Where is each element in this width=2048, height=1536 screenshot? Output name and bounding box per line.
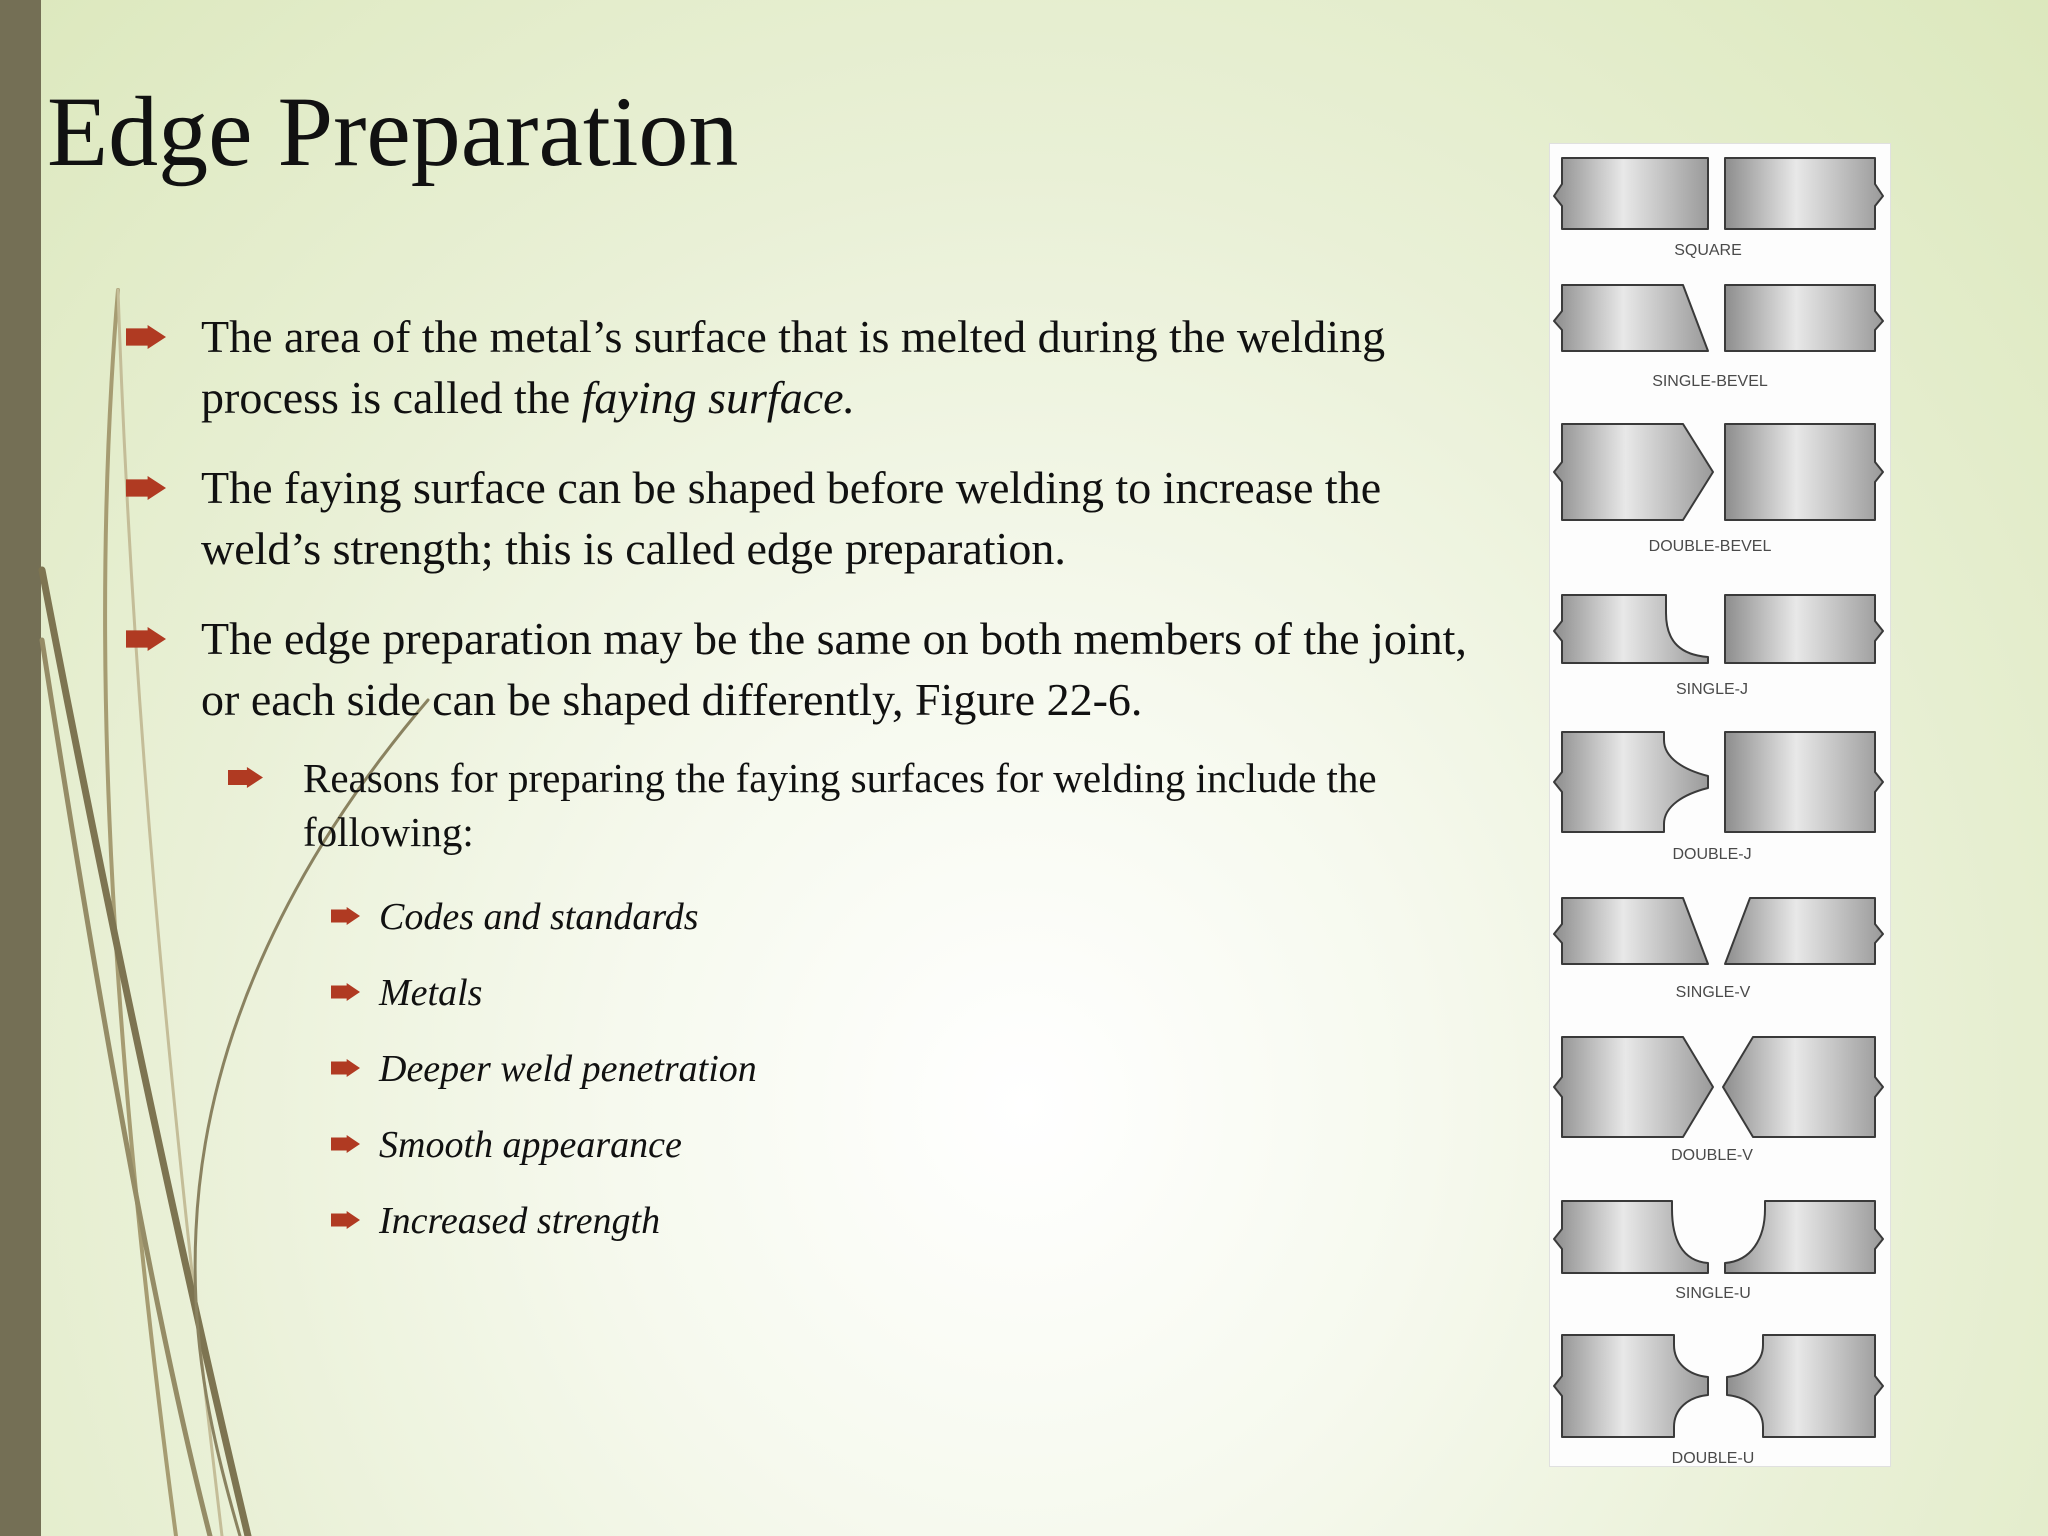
bullet-arrow-icon — [331, 1059, 360, 1077]
reasons-list — [328, 893, 757, 1273]
bullet-joint-members — [120, 608, 1470, 730]
reason-item — [328, 893, 757, 969]
reason-item — [328, 969, 757, 1045]
label-double-bevel: DOUBLE-BEVEL — [1648, 538, 1772, 555]
label-double-u: DOUBLE-U — [1671, 1450, 1755, 1466]
joint-diagram — [1550, 144, 1890, 1466]
double-j-joint-icon — [1554, 732, 1883, 832]
bullet-arrow-icon — [331, 983, 360, 1001]
bullet-arrow-icon — [126, 325, 166, 349]
side-bar — [0, 0, 41, 1536]
bullet-arrow-icon — [126, 476, 166, 500]
single-bevel-joint-icon — [1554, 285, 1883, 351]
bullet-arrow-icon — [126, 627, 166, 651]
label-double-v: DOUBLE-V — [1671, 1147, 1753, 1164]
label-double-j: DOUBLE-J — [1672, 846, 1752, 863]
reason-item — [328, 1197, 757, 1273]
label-square: SQUARE — [1674, 242, 1742, 259]
single-v-joint-icon — [1554, 898, 1883, 964]
reason-text: Deeper weld penetration — [379, 1048, 757, 1090]
double-u-joint-icon — [1554, 1335, 1883, 1437]
label-single-j: SINGLE-J — [1675, 681, 1749, 698]
bullet-arrow-icon — [331, 907, 360, 925]
label-single-u: SINGLE-U — [1675, 1285, 1751, 1302]
bullet-arrow-icon — [331, 1135, 360, 1153]
bullet-edge-preparation — [120, 457, 1470, 579]
bullet-faying-surface — [120, 306, 1470, 428]
square-joint-icon — [1554, 158, 1883, 229]
bullet-emphasis: faying surface. — [581, 372, 856, 423]
single-j-joint-icon — [1554, 595, 1883, 663]
reason-item — [328, 1045, 757, 1121]
bullet-text: The edge preparation may be the same on both members of the joint, or each side can be shaped differently, Figure 22-6. — [201, 613, 1467, 725]
double-v-joint-icon — [1554, 1037, 1883, 1137]
single-u-joint-icon — [1554, 1201, 1883, 1273]
bullet-list — [120, 306, 1470, 859]
label-single-bevel: SINGLE-BEVEL — [1652, 373, 1768, 390]
reason-text: Metals — [379, 972, 483, 1014]
bullet-arrow-icon — [331, 1211, 360, 1229]
double-bevel-joint-icon — [1554, 424, 1883, 520]
sub-bullet-text: Reasons for preparing the faying surfaces for welding include the following: — [303, 755, 1377, 855]
edge-preparation-figure — [1549, 143, 1891, 1467]
sub-bullet-reasons — [222, 751, 1470, 859]
label-single-v: SINGLE-V — [1675, 984, 1751, 1001]
reason-text: Smooth appearance — [379, 1124, 682, 1166]
bullet-text: The area of the metal’s surface that is melted during the welding process is called the — [201, 311, 1386, 423]
reason-item — [328, 1121, 757, 1197]
reason-text: Increased strength — [379, 1200, 661, 1242]
slide-title: Edge Preparation — [47, 76, 739, 187]
bullet-arrow-icon — [228, 767, 263, 788]
reason-text: Codes and standards — [379, 896, 699, 938]
bullet-text: The faying surface can be shaped before welding to increase the weld’s strength; this is called edge preparation. — [201, 462, 1382, 574]
